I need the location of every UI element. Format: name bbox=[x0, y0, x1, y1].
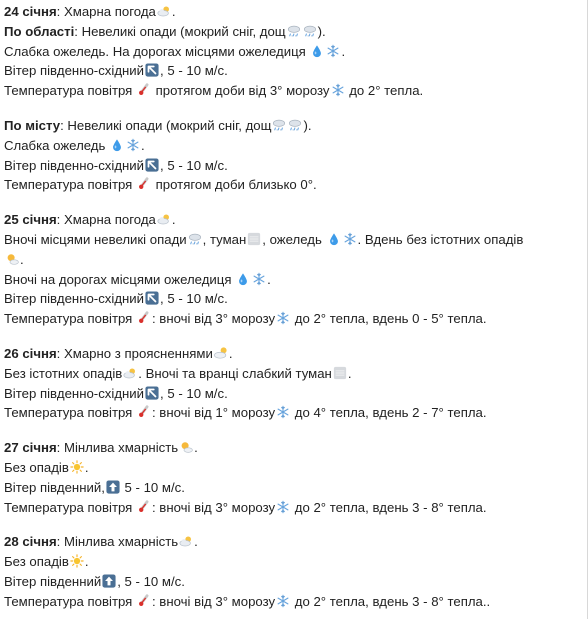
cloud-with-rain-and-snow-icon bbox=[288, 118, 302, 132]
snowflake-icon bbox=[276, 311, 290, 325]
snowflake-icon bbox=[276, 500, 290, 514]
forecast-line bbox=[4, 532, 588, 552]
forecast-text: . bbox=[341, 43, 346, 59]
forecast-text: . bbox=[194, 534, 198, 550]
forecast-text: Вітер південний, bbox=[4, 479, 105, 495]
droplet-icon bbox=[327, 232, 341, 246]
forecast-line bbox=[4, 270, 588, 290]
up-arrow-icon bbox=[102, 574, 116, 588]
forecast-text: до 2° тепла, вдень 3 - 8° тепла. bbox=[291, 499, 487, 515]
snowflake-icon bbox=[343, 232, 357, 246]
forecast-line bbox=[4, 250, 588, 270]
forecast-text: . bbox=[84, 554, 89, 570]
forecast-heading: 27 січня bbox=[4, 440, 57, 456]
cloud-with-rain-and-snow-icon bbox=[287, 24, 301, 38]
forecast-text: Без опадів bbox=[4, 459, 69, 475]
forecast-line bbox=[4, 344, 588, 364]
up-left-arrow-icon bbox=[145, 158, 159, 172]
forecast-line bbox=[4, 458, 588, 478]
forecast-text: Температура повітря bbox=[4, 499, 136, 515]
forecast-text: Температура повітря bbox=[4, 405, 136, 421]
sun-behind-cloud-icon bbox=[123, 366, 137, 380]
forecast-line bbox=[4, 156, 588, 176]
forecast-text: . bbox=[20, 251, 24, 267]
forecast-line bbox=[4, 403, 588, 423]
fog-icon bbox=[247, 232, 261, 246]
snowflake-icon bbox=[276, 594, 290, 608]
forecast-text: : вночі від 1° морозу bbox=[151, 405, 276, 421]
forecast-text: : Хмарно з проясненнями bbox=[56, 345, 213, 361]
forecast-text: . bbox=[84, 459, 89, 475]
forecast-text: : вночі від 3° морозу bbox=[151, 311, 276, 327]
forecast-text: до 2° тепла. bbox=[345, 83, 424, 99]
forecast-text: Температура повітря bbox=[4, 83, 136, 99]
forecast-text: . Вночі та вранці слабкий туман bbox=[138, 365, 332, 381]
forecast-text: Вітер південно-східний bbox=[4, 157, 145, 173]
forecast-text: : Хмарна погода bbox=[56, 212, 156, 228]
forecast-block bbox=[4, 210, 588, 329]
forecast-text: ). bbox=[317, 23, 326, 39]
forecast-heading: 26 січня bbox=[4, 345, 57, 361]
forecast-text: : вночі від 3° морозу bbox=[151, 593, 276, 609]
forecast-text: . bbox=[228, 345, 233, 361]
sun-icon bbox=[70, 460, 84, 474]
forecast-line bbox=[4, 572, 588, 592]
forecast-heading: 25 січня bbox=[4, 212, 57, 228]
cloud-with-rain-and-snow-icon bbox=[303, 24, 317, 38]
forecast-text: Вітер південно-східний bbox=[4, 63, 145, 79]
forecast-text: 5 - 10 м/с. bbox=[120, 479, 185, 495]
forecast-line bbox=[4, 438, 588, 458]
forecast-text: . bbox=[171, 212, 176, 228]
thermometer-icon bbox=[137, 594, 151, 608]
thermometer-icon bbox=[137, 500, 151, 514]
forecast-line bbox=[4, 230, 588, 250]
forecast-text: Вітер південно-східний bbox=[4, 385, 145, 401]
thermometer-icon bbox=[137, 405, 151, 419]
sun-behind-cloud-icon bbox=[179, 534, 193, 548]
sun-behind-cloud-icon bbox=[157, 4, 171, 18]
forecast-text: . bbox=[171, 4, 176, 19]
forecast-line bbox=[4, 552, 588, 572]
forecast-text: . Вдень без істотних опадів bbox=[357, 231, 524, 247]
forecast-line bbox=[4, 498, 588, 518]
forecast-block bbox=[4, 344, 588, 423]
forecast-line bbox=[4, 81, 588, 101]
sun-behind-cloud-icon bbox=[157, 212, 171, 226]
forecast-line bbox=[4, 22, 588, 42]
forecast-text: Вночі місцями невеликі опади bbox=[4, 231, 187, 247]
forecast-line bbox=[4, 289, 588, 309]
forecast-heading: 24 січня bbox=[4, 4, 57, 19]
forecast-line bbox=[4, 592, 588, 612]
forecast-line bbox=[4, 116, 588, 136]
sun-icon bbox=[70, 554, 84, 568]
forecast-text: : вночі від 3° морозу bbox=[151, 499, 276, 515]
forecast-text: , 5 - 10 м/с. bbox=[160, 291, 228, 307]
forecast-block bbox=[4, 116, 588, 195]
forecast-line bbox=[4, 61, 588, 81]
forecast-text: Вітер південно-східний bbox=[4, 291, 145, 307]
forecast-text: . bbox=[141, 137, 145, 153]
sun-behind-small-cloud-icon bbox=[5, 252, 19, 266]
up-arrow-icon bbox=[106, 480, 120, 494]
forecast-text: . bbox=[194, 440, 198, 456]
forecast-text: до 4° тепла, вдень 2 - 7° тепла. bbox=[291, 405, 487, 421]
forecast-text: Без опадів bbox=[4, 554, 69, 570]
forecast-line bbox=[4, 210, 588, 230]
forecast-text: ). bbox=[303, 117, 312, 133]
forecast-text: , ожеледь bbox=[262, 231, 326, 247]
forecast-text: , 5 - 10 м/с. bbox=[160, 385, 228, 401]
snowflake-icon bbox=[276, 405, 290, 419]
droplet-icon bbox=[310, 44, 324, 58]
forecast-line bbox=[4, 384, 588, 404]
forecast-text: Температура повітря bbox=[4, 311, 136, 327]
forecast-text: : Невеликі опади (мокрий сніг, дощ bbox=[60, 117, 272, 133]
forecast-text: протягом доби близько 0°. bbox=[151, 177, 317, 193]
forecast-text: Температура повітря bbox=[4, 177, 136, 193]
fog-icon bbox=[333, 366, 347, 380]
cloud-with-rain-and-snow-icon bbox=[272, 118, 286, 132]
snowflake-icon bbox=[331, 83, 345, 97]
thermometer-icon bbox=[137, 177, 151, 191]
forecast-heading: По місту bbox=[4, 117, 61, 133]
forecast-line bbox=[4, 136, 588, 156]
snowflake-icon bbox=[126, 138, 140, 152]
forecast-text: до 2° тепла, вдень 3 - 8° тепла.. bbox=[291, 593, 491, 609]
forecast-line bbox=[4, 2, 588, 22]
cloud-with-rain-and-snow-icon bbox=[188, 232, 202, 246]
forecast-text: . bbox=[347, 365, 352, 381]
forecast-text: . bbox=[267, 271, 271, 287]
snowflake-icon bbox=[326, 44, 340, 58]
forecast-text: Слабка ожеледь bbox=[4, 137, 110, 153]
forecast-text: : Мінлива хмарність bbox=[56, 440, 179, 456]
forecast-block bbox=[4, 2, 588, 101]
up-left-arrow-icon bbox=[145, 386, 159, 400]
forecast-text: Вітер південний bbox=[4, 573, 102, 589]
sun-behind-large-cloud-icon bbox=[214, 346, 228, 360]
forecast-block bbox=[4, 532, 588, 611]
sun-behind-small-cloud-icon bbox=[179, 440, 193, 454]
forecast-text: : Мінлива хмарність bbox=[56, 534, 179, 550]
snowflake-icon bbox=[252, 272, 266, 286]
forecast-text: протягом доби від 3° морозу bbox=[151, 83, 330, 99]
forecast-text: до 2° тепла, вдень 0 - 5° тепла. bbox=[291, 311, 487, 327]
forecast-text: Вночі на дорогах місцями ожеледиця bbox=[4, 271, 236, 287]
thermometer-icon bbox=[137, 311, 151, 325]
forecast-text: , 5 - 10 м/с. bbox=[160, 63, 228, 79]
forecast-line bbox=[4, 42, 588, 62]
forecast-text: Без істотних опадів bbox=[4, 365, 123, 381]
forecast-text: , туман bbox=[202, 231, 247, 247]
up-left-arrow-icon bbox=[145, 63, 159, 77]
forecast-line bbox=[4, 309, 588, 329]
forecast-line bbox=[4, 478, 588, 498]
forecast-block bbox=[4, 438, 588, 517]
forecast-heading: 28 січня bbox=[4, 534, 57, 550]
droplet-icon bbox=[236, 272, 250, 286]
droplet-icon bbox=[110, 138, 124, 152]
forecast-text: : Хмарна погода bbox=[56, 4, 156, 19]
forecast-line bbox=[4, 175, 588, 195]
forecast-text: : Невеликі опади (мокрий сніг, дощ bbox=[74, 23, 286, 39]
forecast-text: , 5 - 10 м/с. bbox=[117, 573, 185, 589]
forecast-text: Слабка ожеледь. На дорогах місцями ожеледиця bbox=[4, 43, 310, 59]
up-left-arrow-icon bbox=[145, 291, 159, 305]
forecast-text: , 5 - 10 м/с. bbox=[160, 157, 228, 173]
forecast-text: Температура повітря bbox=[4, 593, 136, 609]
thermometer-icon bbox=[137, 83, 151, 97]
forecast-line bbox=[4, 364, 588, 384]
forecast-heading: По області bbox=[4, 23, 75, 39]
